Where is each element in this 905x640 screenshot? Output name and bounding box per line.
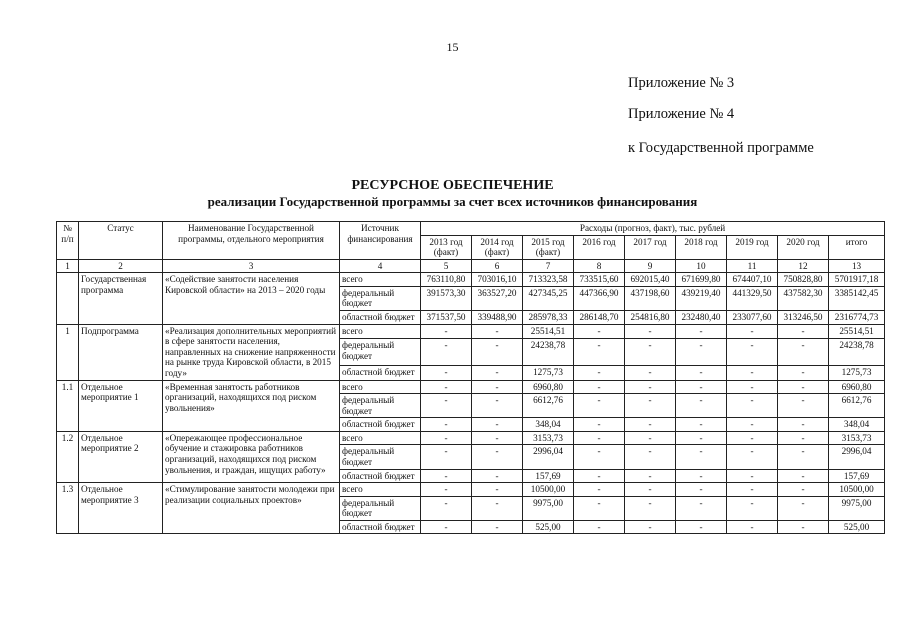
- amount-cell: -: [727, 445, 778, 469]
- row-status: Государственная программа: [79, 273, 163, 324]
- amount-cell: -: [727, 324, 778, 339]
- funding-source: всего: [340, 380, 421, 394]
- header-year-2018: 2018 год: [676, 235, 727, 259]
- amount-cell: -: [625, 324, 676, 339]
- amount-cell: -: [574, 483, 625, 497]
- amount-total-cell: 3385142,45: [829, 286, 885, 310]
- amount-cell: 671699,80: [676, 273, 727, 287]
- amount-cell: 1275,73: [523, 365, 574, 380]
- amount-cell: -: [625, 496, 676, 520]
- amount-cell: -: [421, 496, 472, 520]
- amount-total-cell: 157,69: [829, 469, 885, 483]
- index-cell: 2: [79, 259, 163, 273]
- amount-cell: 25514,51: [523, 324, 574, 339]
- amount-cell: -: [778, 520, 829, 534]
- resource-table: [56, 221, 885, 534]
- amount-cell: -: [778, 380, 829, 394]
- amount-cell: -: [421, 380, 472, 394]
- amount-cell: -: [778, 418, 829, 432]
- amount-cell: -: [676, 483, 727, 497]
- header-year-2020: 2020 год: [778, 235, 829, 259]
- funding-source: областной бюджет: [340, 469, 421, 483]
- funding-source: федеральный бюджет: [340, 496, 421, 520]
- amount-cell: -: [472, 365, 523, 380]
- amount-cell: 348,04: [523, 418, 574, 432]
- row-program-name: «Опережающее профессиональное обучение и стажировка работников организаций, находящихся под риском увольнения, и граждан, ищущих работу»: [163, 431, 340, 482]
- amount-cell: 3153,73: [523, 431, 574, 445]
- amount-cell: 674407,10: [727, 273, 778, 287]
- amount-cell: 692015,40: [625, 273, 676, 287]
- amount-cell: 437198,60: [625, 286, 676, 310]
- row-status: Отдельное мероприятие 2: [79, 431, 163, 482]
- funding-source: федеральный бюджет: [340, 445, 421, 469]
- amount-cell: 441329,50: [727, 286, 778, 310]
- amount-cell: -: [574, 365, 625, 380]
- funding-source: областной бюджет: [340, 520, 421, 534]
- amount-cell: 363527,20: [472, 286, 523, 310]
- header-year-2015: 2015 год (факт): [523, 235, 574, 259]
- amount-cell: -: [778, 483, 829, 497]
- header-name: Наименование Государственной программы, отдельного мероприятия: [163, 222, 340, 260]
- amount-cell: -: [727, 339, 778, 365]
- row-status: Отдельное мероприятие 1: [79, 380, 163, 431]
- row-program-name: «Содействие занятости населения Кировской области» на 2013 – 2020 годы: [163, 273, 340, 324]
- amount-cell: -: [574, 418, 625, 432]
- index-cell: 13: [829, 259, 885, 273]
- amount-cell: -: [472, 445, 523, 469]
- amount-cell: -: [421, 418, 472, 432]
- row-number: [57, 273, 79, 324]
- amount-cell: 313246,50: [778, 311, 829, 325]
- row-number: 1.1: [57, 380, 79, 431]
- index-cell: 6: [472, 259, 523, 273]
- amount-total-cell: 2996,04: [829, 445, 885, 469]
- header-row-1: [57, 222, 885, 236]
- amount-cell: 439219,40: [676, 286, 727, 310]
- amount-cell: 157,69: [523, 469, 574, 483]
- amount-cell: -: [574, 394, 625, 418]
- row-number: 1.2: [57, 431, 79, 482]
- amount-cell: -: [472, 324, 523, 339]
- index-row: [57, 259, 885, 273]
- funding-source: всего: [340, 431, 421, 445]
- amount-cell: 233077,60: [727, 311, 778, 325]
- amount-cell: -: [625, 483, 676, 497]
- amount-cell: -: [472, 469, 523, 483]
- appendix-line-2: Приложение № 4: [628, 106, 735, 122]
- document-subtitle: реализации Государственной программы за счет всех источников финансирования: [207, 194, 698, 209]
- amount-cell: -: [778, 365, 829, 380]
- row-status: Отдельное мероприятие 3: [79, 483, 163, 534]
- amount-cell: -: [727, 469, 778, 483]
- amount-cell: -: [574, 431, 625, 445]
- funding-source: всего: [340, 324, 421, 339]
- amount-cell: 2996,04: [523, 445, 574, 469]
- index-cell: 3: [163, 259, 340, 273]
- header-year-2016: 2016 год: [574, 235, 625, 259]
- amount-cell: -: [574, 469, 625, 483]
- amount-cell: -: [778, 469, 829, 483]
- amount-cell: -: [727, 394, 778, 418]
- amount-cell: -: [625, 418, 676, 432]
- amount-cell: -: [676, 431, 727, 445]
- header-year-2017: 2017 год: [625, 235, 676, 259]
- header-status: Статус: [79, 222, 163, 260]
- index-cell: 7: [523, 259, 574, 273]
- amount-total-cell: 6612,76: [829, 394, 885, 418]
- amount-cell: -: [676, 324, 727, 339]
- amount-cell: -: [421, 339, 472, 365]
- amount-cell: -: [472, 380, 523, 394]
- amount-cell: 6612,76: [523, 394, 574, 418]
- amount-cell: -: [727, 520, 778, 534]
- amount-cell: 232480,40: [676, 311, 727, 325]
- amount-cell: -: [421, 520, 472, 534]
- amount-cell: 763110,80: [421, 273, 472, 287]
- funding-source: федеральный бюджет: [340, 339, 421, 365]
- amount-cell: 10500,00: [523, 483, 574, 497]
- document-title: РЕСУРСНОЕ ОБЕСПЕЧЕНИЕ: [351, 178, 554, 193]
- amount-cell: 285978,33: [523, 311, 574, 325]
- amount-cell: -: [472, 418, 523, 432]
- amount-cell: -: [676, 445, 727, 469]
- amount-cell: -: [574, 520, 625, 534]
- page-number: 15: [446, 40, 459, 54]
- amount-cell: -: [778, 496, 829, 520]
- funding-source: всего: [340, 273, 421, 287]
- amount-cell: -: [472, 496, 523, 520]
- amount-total-cell: 348,04: [829, 418, 885, 432]
- header-source: Источник финансирования: [340, 222, 421, 260]
- amount-cell: 391573,30: [421, 286, 472, 310]
- amount-cell: -: [676, 418, 727, 432]
- amount-cell: -: [727, 418, 778, 432]
- header-year-2013: 2013 год (факт): [421, 235, 472, 259]
- header-expenses: Расходы (прогноз, факт), тыс. рублей: [421, 222, 885, 236]
- amount-total-cell: 5701917,18: [829, 273, 885, 287]
- amount-cell: -: [625, 445, 676, 469]
- index-cell: 9: [625, 259, 676, 273]
- amount-cell: -: [574, 380, 625, 394]
- amount-cell: -: [472, 483, 523, 497]
- amount-cell: 286148,70: [574, 311, 625, 325]
- index-cell: 12: [778, 259, 829, 273]
- amount-cell: -: [625, 394, 676, 418]
- amount-cell: -: [625, 339, 676, 365]
- amount-cell: -: [421, 394, 472, 418]
- amount-cell: -: [676, 520, 727, 534]
- row-number: 1.3: [57, 483, 79, 534]
- row-program-name: «Стимулирование занятости молодежи при реализации социальных проектов»: [163, 483, 340, 534]
- amount-cell: -: [625, 520, 676, 534]
- amount-total-cell: 9975,00: [829, 496, 885, 520]
- table-row: [57, 380, 885, 394]
- amount-cell: 371537,50: [421, 311, 472, 325]
- amount-cell: 6960,80: [523, 380, 574, 394]
- amount-cell: -: [574, 339, 625, 365]
- funding-source: областной бюджет: [340, 365, 421, 380]
- amount-cell: -: [574, 496, 625, 520]
- amount-cell: -: [676, 380, 727, 394]
- amount-total-cell: 3153,73: [829, 431, 885, 445]
- amount-cell: -: [727, 431, 778, 445]
- amount-total-cell: 2316774,73: [829, 311, 885, 325]
- amount-cell: -: [727, 483, 778, 497]
- index-cell: 4: [340, 259, 421, 273]
- amount-cell: 713323,58: [523, 273, 574, 287]
- amount-cell: 339488,90: [472, 311, 523, 325]
- amount-total-cell: 24238,78: [829, 339, 885, 365]
- amount-cell: -: [625, 431, 676, 445]
- amount-cell: -: [472, 339, 523, 365]
- amount-cell: -: [676, 365, 727, 380]
- amount-cell: -: [778, 431, 829, 445]
- appendix-line-1: Приложение № 3: [628, 75, 735, 91]
- index-cell: 1: [57, 259, 79, 273]
- funding-source: областной бюджет: [340, 311, 421, 325]
- amount-total-cell: 525,00: [829, 520, 885, 534]
- amount-cell: 703016,10: [472, 273, 523, 287]
- header-num: № п/п: [57, 222, 79, 260]
- amount-cell: -: [625, 380, 676, 394]
- amount-cell: -: [778, 324, 829, 339]
- amount-total-cell: 6960,80: [829, 380, 885, 394]
- header-total: итого: [829, 235, 885, 259]
- amount-cell: -: [676, 469, 727, 483]
- amount-cell: -: [727, 380, 778, 394]
- amount-cell: 525,00: [523, 520, 574, 534]
- amount-cell: -: [421, 445, 472, 469]
- amount-cell: -: [727, 496, 778, 520]
- table-row: [57, 273, 885, 287]
- amount-cell: 254816,80: [625, 311, 676, 325]
- amount-cell: 750828,80: [778, 273, 829, 287]
- appendix-line-3: к Государственной программе: [628, 140, 814, 156]
- amount-cell: -: [574, 324, 625, 339]
- amount-cell: -: [676, 394, 727, 418]
- row-status: Подпрограмма: [79, 324, 163, 380]
- index-cell: 8: [574, 259, 625, 273]
- header-year-2019: 2019 год: [727, 235, 778, 259]
- amount-cell: -: [778, 339, 829, 365]
- amount-total-cell: 1275,73: [829, 365, 885, 380]
- header-year-2014: 2014 год (факт): [472, 235, 523, 259]
- amount-cell: -: [421, 365, 472, 380]
- amount-cell: -: [727, 365, 778, 380]
- amount-cell: 427345,25: [523, 286, 574, 310]
- amount-total-cell: 10500,00: [829, 483, 885, 497]
- funding-source: областной бюджет: [340, 418, 421, 432]
- funding-source: федеральный бюджет: [340, 394, 421, 418]
- table-row: [57, 324, 885, 339]
- amount-cell: 9975,00: [523, 496, 574, 520]
- amount-cell: -: [421, 431, 472, 445]
- amount-cell: -: [421, 469, 472, 483]
- amount-cell: 447366,90: [574, 286, 625, 310]
- amount-cell: -: [421, 324, 472, 339]
- amount-cell: -: [625, 469, 676, 483]
- amount-cell: -: [472, 394, 523, 418]
- amount-cell: -: [472, 431, 523, 445]
- index-cell: 10: [676, 259, 727, 273]
- row-program-name: «Временная занятость работников организаций, находящихся под риском увольнения»: [163, 380, 340, 431]
- amount-total-cell: 25514,51: [829, 324, 885, 339]
- index-cell: 11: [727, 259, 778, 273]
- table-row: [57, 483, 885, 497]
- index-cell: 5: [421, 259, 472, 273]
- funding-source: федеральный бюджет: [340, 286, 421, 310]
- amount-cell: -: [574, 445, 625, 469]
- amount-cell: 437582,30: [778, 286, 829, 310]
- amount-cell: -: [676, 339, 727, 365]
- table-row: [57, 431, 885, 445]
- amount-cell: -: [676, 496, 727, 520]
- amount-cell: 733515,60: [574, 273, 625, 287]
- table-body: [57, 273, 885, 534]
- row-program-name: «Реализация дополнительных мероприятий в сфере занятости населения, направленных на снижение напряженности на рынке труда Кировской области, в 2015 году»: [163, 324, 340, 380]
- amount-cell: -: [421, 483, 472, 497]
- amount-cell: -: [472, 520, 523, 534]
- amount-cell: -: [778, 394, 829, 418]
- funding-source: всего: [340, 483, 421, 497]
- amount-cell: 24238,78: [523, 339, 574, 365]
- row-number: 1: [57, 324, 79, 380]
- amount-cell: -: [625, 365, 676, 380]
- amount-cell: -: [778, 445, 829, 469]
